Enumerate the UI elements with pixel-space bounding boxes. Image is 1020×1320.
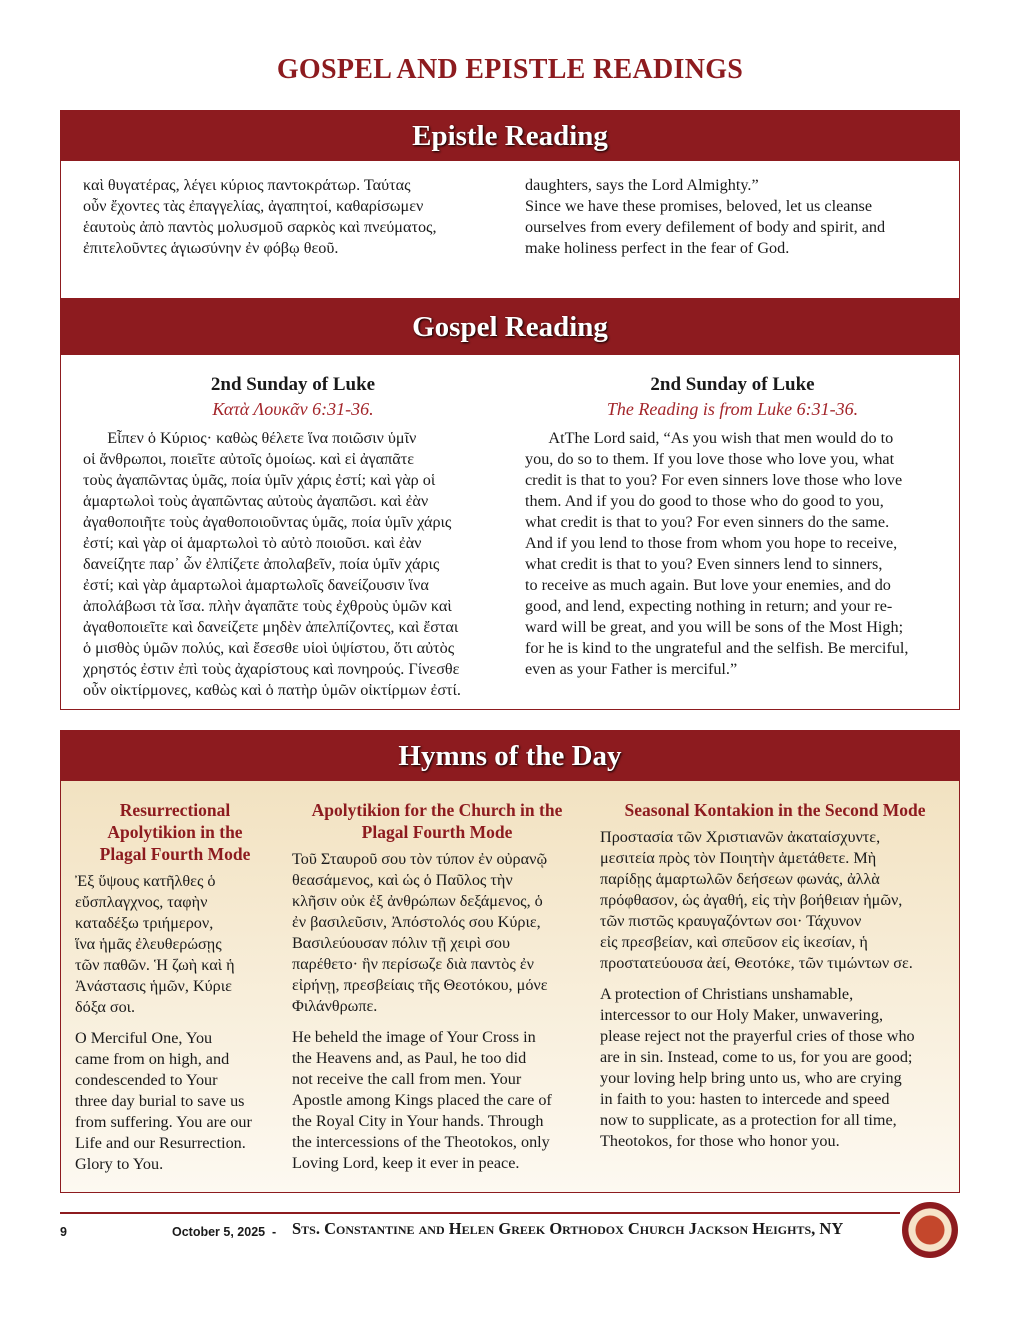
- footer-date: October 5, 2025 -: [172, 1225, 277, 1239]
- hymns-section: [60, 730, 960, 1193]
- hymn-kontakion: [600, 799, 950, 1152]
- epistle-greek: καὶ θυγατέρας, λέγει κύριος παντοκράτωρ. Ταύτας οὖν ἔχοντες τὰς ἐπαγγελίας, ἀγαπητοί, καθαρίσωμεν ἑαυτοὺς ἀπὸ παντὸς μολυσμοῦ σαρκὸς καὶ πνεύματος, ἐπιτελοῦντες ἁγιωσύνην ἐν φόβῳ θεοῦ.: [83, 176, 437, 257]
- gospel-heading: Gospel Reading: [61, 299, 959, 355]
- hymn-title: Apolytikion for the Church in the Plagal Fourth Mode: [311, 800, 563, 842]
- footer-church-name: Sts. Constantine and Helen Greek Orthodox Church Jackson Heights, NY: [292, 1219, 844, 1238]
- epistle-heading: Epistle Reading: [61, 111, 959, 161]
- hymn-english: A protection of Christians unshamable, intercessor to our Holy Maker, unwavering, please reject not the prayerful cries of those who are in sin. Instead, come to us, for you are good; your loving help bring unto us, who are crying in faith to you: hasten to intercede and speed now to supplicate, as a protection for all time, Theotokos, for those who honor you.: [600, 985, 915, 1150]
- gospel-section: [60, 298, 960, 710]
- hymn-resurrectional: [75, 799, 275, 1175]
- hymn-church-apolytikion: [292, 799, 582, 1174]
- church-seal-logo: [902, 1202, 958, 1258]
- gospel-greek-title: 2nd Sunday of Luke: [210, 374, 376, 395]
- hymn-english: O Merciful One, You came from on high, and condescended to Your three day burial to save us from suffering. You are our Life and our Resurrection. Glory to You.: [75, 1029, 252, 1173]
- gospel-english-text: AtThe Lord said, “As you wish that men would do to you, do so to them. If you love those who love you, what credit is that to you? For even sinners love those who love them. And if you do good to those who do good to you, what credit is that to you? For even sinners do the same. And if you lend to those from whom you hope to receive, what credit is that to you? Even sinners lend to sinners, to receive as much again. But love your enemies, and do good, and lend, expecting nothing in return; and your re- ward will be great, and you will be sons of the Most High; for he is kind to the ungrateful and the selfish. Be merciful, even as your Father is merciful.”: [525, 429, 909, 678]
- gospel-greek-text: Εἶπεν ὁ Κύριος· καθὼς θέλετε ἵνα ποιῶσιν ὑμῖν οἱ ἄνθρωποι, ποιεῖτε αὐτοῖς ὁμοίως. καὶ εἰ ἀγαπᾶτε τοὺς ἀγαπῶντας ὑμᾶς, ποία ὑμῖν χάρις ἐστί; καὶ γὰρ οἱ ἁμαρτωλοὶ τοὺς ἀγαπῶντας αὐτοὺς ἀγαπῶσι. καὶ ἐὰν ἀγαθοποιῆτε τοὺς ἀγαθοποιοῦντας ὑμᾶς, ποία ὑμῖν χάρις ἐστί; καὶ γὰρ οἱ ἁμαρτωλοὶ τὸ αὐτὸ ποιοῦσι. καὶ ἐὰν δανείζητε παρ᾽ ὧν ἐλπίζετε ἀπολαβεῖν, ποία ὑμῖν χάρις ἐστί; καὶ γὰρ ἁμαρτωλοὶ ἁμαρτωλοῖς δανείζουσιν ἵνα ἀπολάβωσι τὰ ἴσα. πλὴν ἀγαπᾶτε τοὺς ἐχθροὺς ὑμῶν καὶ ἀγαθοποιεῖτε καὶ δανείζετε μηδὲν ἀπελπίζοντες, καὶ ἔσται ὁ μισθὸς ὑμῶν πολύς, καὶ ἔσεσθε υἱοὶ ὑψίστου, ὅτι αὐτὸς χρηστός ἐστιν ἐπὶ τοὺς ἀχαρίστους καὶ πονηρούς. Γίνεσθε οὖν οἰκτίρμονες, καθὼς καὶ ὁ πατὴρ ὑμῶν οἰκτίρμων ἐστί.: [83, 429, 461, 699]
- gospel-greek-reference: Κατὰ Λουκᾶν 6:31-36.: [212, 399, 374, 419]
- hymn-english: He beheld the image of Your Cross in the Heavens and, as Paul, he too did not receive the call from men. Your Apostle among Kings placed the care of the Royal City in Your hands. Through the intercessions of the Theotokos, only Loving Lord, keep it ever in peace.: [292, 1028, 552, 1172]
- gospel-english-reference: The Reading is from Luke 6:31-36.: [606, 399, 859, 419]
- page-number: 9: [60, 1225, 67, 1239]
- hymn-greek: Προστασία τῶν Χριστιανῶν ἀκαταίσχυντε, μεσιτεία πρὸς τὸν Ποιητὴν ἀμετάθετε. Μὴ παρίδῃς ἁμαρτωλῶν δεήσεων φωνάς, ἀλλὰ πρόφθασον, ὡς ἀγαθή, εἰς τὴν βοήθειαν ἡμῶν, τῶν πιστῶς κραυγαζόντων σοι· Τάχυνον εἰς πρεσβείαν, καὶ σπεῦσον εἰς ἱκεσίαν, ἡ προστατεύουσα ἀεί, Θεοτόκε, τῶν τιμώντων σε.: [600, 828, 913, 972]
- epistle-section: [60, 110, 960, 300]
- footer-divider: [60, 1212, 900, 1214]
- page-title: GOSPEL AND EPISTLE READINGS: [276, 54, 744, 85]
- hymn-title: Seasonal Kontakion in the Second Mode: [624, 800, 926, 820]
- hymn-greek: Τοῦ Σταυροῦ σου τὸν τύπον ἐν οὐρανῷ θεασάμενος, καὶ ὡς ὁ Παῦλος τὴν κλῆσιν οὐκ ἐξ ἀνθρώπων δεξάμενος, ὁ ἐν βασιλεῦσιν, Ἀπόστολός σου Κύριε, Βασιλεύουσαν πόλιν τῇ χειρὶ σου παρέθετο· ἣν περίσωζε διὰ παντὸς ἐν εἰρήνῃ, πρεσβείαις τῆς Θεοτόκου, μόνε Φιλάνθρωπε.: [292, 850, 548, 1015]
- gospel-english-column: [525, 373, 940, 680]
- epistle-english: daughters, says the Lord Almighty.” Since we have these promises, beloved, let us cleanse ourselves from every defilement of body and spirit, and make holiness perfect in the fear of God.: [525, 176, 886, 257]
- hymn-title: Resurrectional Apolytikion in the Plagal Fourth Mode: [99, 800, 251, 864]
- gospel-greek-column: [83, 373, 503, 701]
- hymn-greek: Ἐξ ὕψους κατῆλθες ὁ εὔσπλαγχνος, ταφὴν καταδέξω τριήμερον, ἵνα ἡμᾶς ἐλευθερώσῃς τῶν παθῶν. Ἡ ζωὴ καὶ ἡ Ἀνάστασις ἡμῶν, Κύριε δόξα σοι.: [75, 872, 235, 1016]
- gospel-english-title: 2nd Sunday of Luke: [650, 374, 815, 395]
- hymns-heading: Hymns of the Day: [61, 731, 959, 781]
